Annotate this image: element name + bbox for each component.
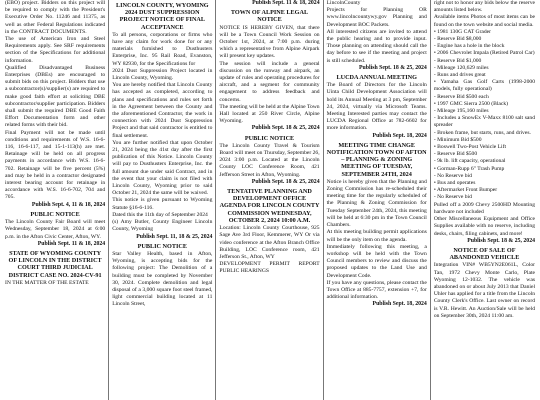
- notice-paragraph: - Reserve Bid $500 each: [433, 93, 489, 100]
- notice-paragraph: The Lincoln County Fair Board will meet Wednesday, September 18, 2024 at 6:00 p.m. in the Afton Civic Center, Afton, WY.: [5, 219, 106, 240]
- notice-paragraph: - Reserve Bid $1,000: [433, 57, 482, 64]
- notice-paragraph: The Board of Directors for the Lincoln Uinta Child Development Association will hold its Annual Meeting at 3 pm, September 24, 2024, virtually via Microsoft Teams. Meeting Interested parties may contact the LUCDA Regional Office at 782-6602 for more information.: [326, 82, 427, 132]
- notice-paragraph: Integration VIN# WB5YN2E061L, Color Tan, 1972 Chevy Monte Carlo, Plate Wyoming 12-1032. The vehicle was abandoned on or about July 2013 that Daniel Uhler has applied for a title from the Lincoln County Clerk's Office. Last owner on record is V.R. Hewitt. An Auction/Sale will be held on September 30th, 2024 11:00 am.: [433, 262, 535, 319]
- notice-heading: STATE OF WYOMING COUNTY OF LINCOLN IN THE DISTRICT COURT THIRD JUDICIAL DISTRICT CASE NO. 2024-CV-91: [8, 249, 102, 279]
- notice-paragraph: DEVELOPMENT PERMIT REPORT PUBLIC HEARINGS: [219, 261, 320, 275]
- publish-dates: Publish Sept. 11 & 18, 2024: [37, 240, 106, 247]
- notice-paragraph: • 1997 GMC Sierra 2500 (Black): [433, 100, 509, 107]
- notice-paragraph: You are hereby notified that Lincoln County has accepted as completed, according to plans and specifications and rules set forth in the Agreement between the County and the aforementioned Contractor, the work in connection with 2024 Dust Suppression Project and that said contractor is entitled to final settlement.: [112, 82, 213, 139]
- notice-paragraph: This notice is given pursuant to Wyoming Statute §16-6-116.: [112, 197, 213, 211]
- notice-paragraph: LincolnCounty: [326, 0, 361, 6]
- notice-paragraph: Projects for Planning OR www.lincolncountywy.gov Planning and Development BOC Packets.: [326, 7, 427, 28]
- notice-paragraph: If you have any questions, please contact the Town Office at 885-7757, extension +7, for additional information.: [326, 279, 427, 301]
- publish-dates: Publish Sept. 4, 11 & 18, 2024: [31, 201, 106, 208]
- notice-heading: TENTATIVE PLANNING AND DEVELOPMENT OFFICE AGENDA FOR LINCOLN COUNTY COMMISSION WEDNESDAY, OCTOBER 2, 2024 10:00 A.M.: [219, 188, 320, 224]
- publish-dates: Publish Sept. 18 & 25, 2024: [359, 64, 427, 71]
- notice-paragraph: Final Payment will not be made until conditions and requirements of W.S. 16-6-116, 16-6-117, and 15-1-113(h) are met. Retainage will be held on all progress payments in accordance with W.S. 16-6-702. Retainage will be five percent (5%) and may be held in a contractor designated interest bearing account for retainage in accordance with W.S. 16-6-702, 704 and 705.: [5, 129, 106, 201]
- notice-paragraph: (EBO) project. Bidders on this project will be required to comply with the President's Executive Order No. 11246 and 11375, as well as other Federal Regulations indicated in the CONTRACT DOCUMENTS.: [5, 0, 106, 35]
- notice-paragraph: At this meeting building permit applications will be the only item on the agenda.: [326, 229, 427, 243]
- notice-paragraph: • 1981 130G CAT Grader: [433, 28, 491, 35]
- notice-heading: MEETING TIME CHANGE NOTIFICATION TOWN OF AFTON – PLANNING & ZONING MEETING OF TUESDAY, SEPTEMBER 24TH, 2024: [326, 141, 427, 178]
- notice-paragraph: - Runs and drives great: [433, 72, 486, 79]
- notice-column-3: [216, 0, 323, 400]
- notice-paragraph: 2024 Dust Suppression Project located in Lincoln County, Wyoming.: [112, 67, 213, 82]
- notice-column-2: [109, 0, 216, 400]
- notice-paragraph: - Mileage 120,629 miles: [433, 64, 489, 71]
- notice-paragraph: Star Valley Health, based in Afton, Wyoming, is accepting bids for the following project: The Demolition of a building must be completed by November 30, 2024. Complete demolition and legal disposal of a 3,000 square foot steel framed, light commercial building located at 11 Lincoln Street,: [112, 250, 213, 308]
- notice-paragraph: The use of American Iron and Steel Requirements apply. See SRF requirements section of the Specifications for additional information.: [5, 36, 106, 64]
- notice-paragraph: • Aftermarket Front Bumper: [433, 187, 498, 194]
- notice-paragraph: The Lincoln County Travel & Tourism Board will meet on Thursday, September 26, 2024 3:00 p.m. Located at the Lincoln County LOC Conference Room, 421 Jefferson Street in Afton, Wyoming.: [219, 142, 320, 178]
- notice-paragraph: The meeting will be held at the Alpine Town Hall located at 250 River Circle, Alpine Wyoming.: [219, 103, 320, 125]
- notice-paragraph: The session will include a general discussion on the runway and airpark, an update of rules and operating procedures for aircraft, and a segment for community engagement to address feedback and concerns.: [219, 60, 320, 103]
- notice-paragraph: (s) Amy Butler, County Engineer Lincoln County, Wyoming: [112, 219, 213, 233]
- notice-heading: PUBLIC NOTICE: [244, 134, 295, 142]
- notice-paragraph: right not to honor any bids below the reserve amounts listed below.: [433, 0, 535, 14]
- notice-heading: LINCOLN COUNTY, WYOMING 2024 DUST SUPPRESSION PROJECT NOTICE OF FINAL ACCEPTANCE: [115, 2, 209, 31]
- notice-paragraph: To all persons, corporations or firms who have any claim for work done for or any materials furnished to Dusthusters Enterprise, Inc. 95 Rail Road, Evanston, WY 82930, for the Specifications for: [112, 31, 213, 67]
- notice-paragraph: • Boswell Two-Post Vehicle Lift: [433, 144, 507, 151]
- publish-dates: Publish Sept. 18 & 25, 2024: [251, 125, 320, 132]
- notice-paragraph: Pulled off a 2009 Chevy 2500HD Mounting hardware not included: [433, 201, 535, 215]
- notice-paragraph: • Gorman-Rupp 6" Trash Pump: [433, 165, 505, 172]
- notice-paragraph: - Reserve Bid $500: [433, 151, 478, 158]
- publish-dates: Publish Sept. 18 & 25, 2024: [467, 237, 535, 244]
- notice-heading: LUCDA ANNUAL MEETING: [336, 74, 417, 82]
- publish-dates: Publish Sept. 11 & 18, 2024: [252, 0, 320, 6]
- notice-column-1: [2, 0, 109, 400]
- notice-paragraph: Location: Lincoln County Courthouse, 925 Sage Ave 3rd Floor, Kemmerer, WY Or via video conference at the Afton Branch Office Building, LOC Conference room, 421 Jefferson St., Afton, WY: [219, 225, 320, 260]
- notice-column-4: [324, 0, 431, 400]
- notice-paragraph: - Broken frame, but starts, runs, and drives.: [433, 129, 531, 136]
- notice-heading: TOWN OF ALPINE LEGAL NOTICE: [230, 9, 309, 24]
- notice-paragraph: - 9k lb. lift capacity, operational: [433, 158, 506, 165]
- publish-dates: Publish Sept. 18 & 25, 2024: [251, 178, 320, 185]
- notice-paragraph: Notice is hereby given that the Planning and Zoning Commission has re-scheduled their meeting time for the regularly scheduled of the Planning & Zoning Commission for Tuesday September 24th, 2024, this meeting will be held at 6:30 pm in the Town Council Chambers.: [326, 178, 427, 229]
- notice-paragraph: Qualified Disadvantaged Business Enterprises (DBEs) are encouraged to submit bids on this project. Bidders that use a subcontractor(s)/supplier(s) are required to make good faith effort at soliciting DBE subcontractor/supplier participation. Bidders shall submit the required DBE Good Faith Effort Documentation form and other related forms with their bid.: [5, 64, 106, 129]
- notice-paragraph: - Minimum Bid $500: [433, 136, 482, 143]
- notice-heading: PUBLIC NOTICE: [30, 210, 80, 218]
- notice-column-5: [431, 0, 538, 400]
- publish-dates: Publish Sept. 18, 2024: [372, 132, 427, 139]
- notice-paragraph: - Reserve Bid $8,000: [433, 36, 482, 43]
- notice-paragraph: Immediately following this meeting, a workshop will be held with the Town Council members to review and discuss the proposed updates to the Land Use and Development Code.: [326, 243, 427, 279]
- notice-paragraph: - Includes a SnowEx V-Maxx 8100 salt sand spreader: [433, 115, 535, 129]
- notice-paragraph: - No Reserve bid: [433, 172, 472, 179]
- notice-paragraph: Available items Photos of most items can be found on the town website and social media.: [433, 14, 535, 28]
- notice-paragraph: Other Miscellaneous Equipment and Office Supplies available with no reserve, including desks, chairs, filing cabinets, and more!: [433, 216, 535, 237]
- notice-paragraph: Dated this the 11th day of September 2024: [112, 211, 208, 218]
- notice-paragraph: • Bus and operates: [433, 180, 476, 187]
- notice-paragraph: • 2006 Chevrolet Impala (Retired Patrol Car): [433, 50, 535, 57]
- publish-dates: Publish Sept. 11, 18 & 25, 2024: [136, 233, 213, 240]
- notice-paragraph: • Yamaha Gas Golf Carts (1998-2000 models, fully operational): [433, 79, 535, 93]
- notice-paragraph: - Engine has a hole in the block: [433, 43, 505, 50]
- notice-paragraph: NOTICE IS HEREBY GIVEN, that there will be a Town Council Work Session on October 1st, 2024, at 7:00 p.m. during which a representative from Alpine Airpark will present key updates.: [219, 24, 320, 60]
- notice-paragraph: - No Reserve bid: [433, 194, 472, 201]
- notice-paragraph: - Mileage 195,160 miles: [433, 108, 489, 115]
- notice-heading: NOTICE OF SALE OF ABANDONED VEHICLE: [449, 246, 520, 262]
- publish-dates: Publish Sept. 18, 2024: [372, 301, 427, 308]
- notice-paragraph: All interested citizens are invited to attend the public hearing and to provide input. Those planning on attending should call the day before to see if the meeting and project is still scheduled.: [326, 28, 427, 64]
- notice-paragraph: IN THE MATTER OF THE ESTATE: [5, 279, 89, 286]
- notice-paragraph: You are further notified that upon October 21, 2024 being the 41st day after the first publication of this Notice. Lincoln County will pay to Dusthusters Enterprise, Inc. the full amount due under said Contract, and in the event that your claim is not filed with Lincoln County, Wyoming prior to said October 21, 2024 the same will be waived.: [112, 139, 213, 197]
- notice-heading: PUBLIC NOTICE: [137, 242, 187, 250]
